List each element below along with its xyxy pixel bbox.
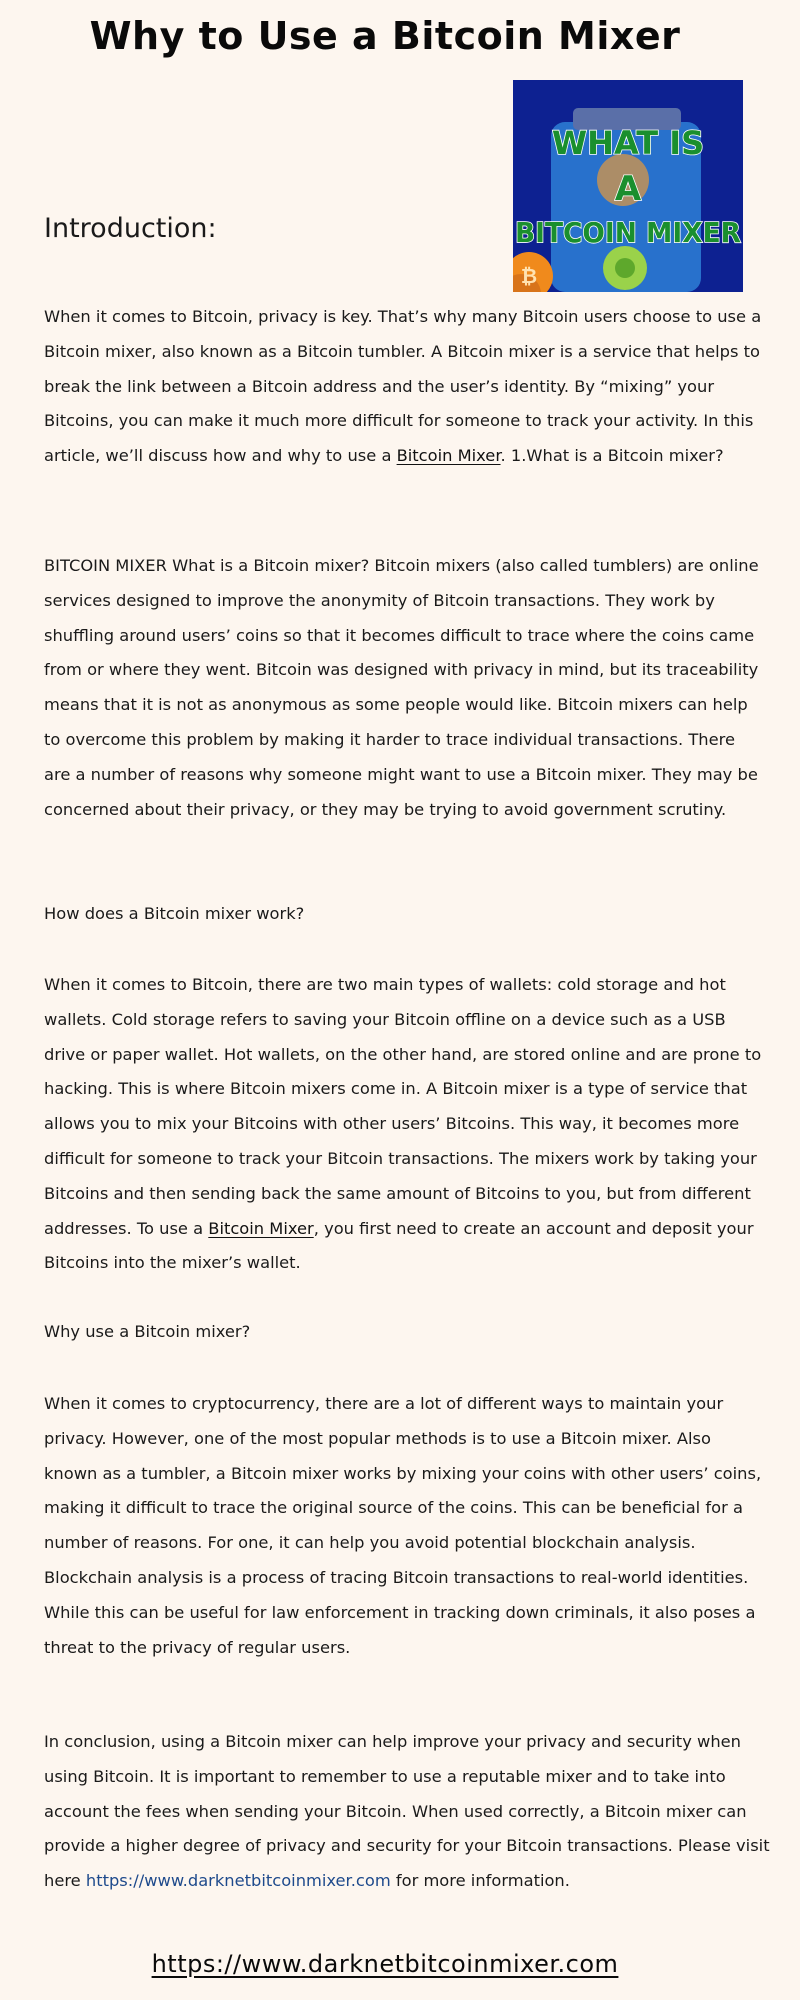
- intro-paragraph: [44, 300, 764, 474]
- image-text-line2: A: [614, 169, 642, 209]
- how-heading: How does a Bitcoin mixer work?: [44, 904, 305, 923]
- image-text-line3: BITCOIN MIXER: [515, 216, 741, 249]
- intro-heading: Introduction:: [44, 213, 217, 244]
- how-text: When it comes to Bitcoin, there are two main types of wallets: cold storage and hot wallets. Cold storage refers to saving your Bitcoin offline on a device such as a USB drive or paper wallet. Hot wallets, on the other hand, are stored online and are prone to hacking. This is where Bitcoin mixers come in. A Bitcoin mixer is a type of service that allows you to mix your Bitcoins with other users’ Bitcoins. This way, it becomes more difficult for someone to track your Bitcoin transactions. The mixers work by taking your Bitcoins and then sending back the same amount of Bitcoins to you, but from different addresses. To use a: [44, 975, 762, 1238]
- what-is-paragraph: BITCOIN MIXER What is a Bitcoin mixer? Bitcoin mixers (also called tumblers) are online services designed to improve the anonymity of Bitcoin transactions. They work by shuffling around users’ coins so that it becomes difficult to trace where the coins came from or where they went. Bitcoin was designed with privacy in mind, but its traceability means that it is not as anonymous as some people would like. Bitcoin mixers can help to overcome this problem by making it harder to trace individual transactions. There are a number of reasons why someone might want to use a Bitcoin mixer. They may be concerned about their privacy, or they may be trying to avoid government scrutiny.: [44, 556, 759, 819]
- conclusion-paragraph: [44, 1725, 784, 1899]
- image-text-line1: WHAT IS: [551, 124, 705, 162]
- why-paragraph: When it comes to cryptocurrency, there are a lot of different ways to maintain your privacy. However, one of the most popular methods is to use a Bitcoin mixer. Also known as a tumbler, a Bitcoin mixer works by mixing your coins with other users’ coins, making it difficult to trace the original source of the coins. This can be beneficial for a number of reasons. For one, it can help you avoid potential blockchain analysis. Blockchain analysis is a process of tracing Bitcoin transactions to real-world identities. While this can be useful for law enforcement in tracking down criminals, it also poses a threat to the privacy of regular users.: [44, 1394, 762, 1657]
- intro-text-after: . 1.What is a Bitcoin mixer?: [500, 446, 724, 466]
- conclusion-url-link[interactable]: https://www.darknetbitcoinmixer.com: [85, 1871, 391, 1891]
- how-text-after: , you first need to create an account and deposit your Bitcoins into the mixer’s wallet.: [44, 1218, 754, 1273]
- bitcoin-mixer-link[interactable]: Bitcoin Mixer: [396, 446, 501, 466]
- intro-text: When it comes to Bitcoin, privacy is key. That’s why many Bitcoin users choose to use a Bitcoin mixer, also known as a Bitcoin tumbler. A Bitcoin mixer is a service that helps to break the link between a Bitcoin address and the user’s identity. By “mixing” your Bitcoins, you can make it much more difficult for someone to track your activity. In this article, we’ll discuss how and why to use a: [44, 307, 762, 466]
- mixer-illustration: [513, 80, 743, 292]
- how-paragraph: [44, 968, 764, 1281]
- why-heading: Why use a Bitcoin mixer?: [44, 1322, 251, 1341]
- hero-image: [513, 80, 743, 292]
- page-title: Why to Use a Bitcoin Mixer: [89, 14, 681, 58]
- bitcoin-mixer-link-2[interactable]: Bitcoin Mixer: [208, 1218, 314, 1238]
- conclusion-text-after: for more information.: [390, 1871, 570, 1891]
- conclusion-text: In conclusion, using a Bitcoin mixer can help improve your privacy and security when using Bitcoin. It is important to remember to use a reputable mixer and to take into account the fees when sending your Bitcoin. When used correctly, a Bitcoin mixer can provide a higher degree of privacy and security for your Bitcoin transactions. Please visit here: [44, 1732, 770, 1891]
- coin-icon: ₿: [520, 264, 538, 288]
- footer-url-link[interactable]: https://www.darknetbitcoinmixer.com: [151, 1950, 619, 1978]
